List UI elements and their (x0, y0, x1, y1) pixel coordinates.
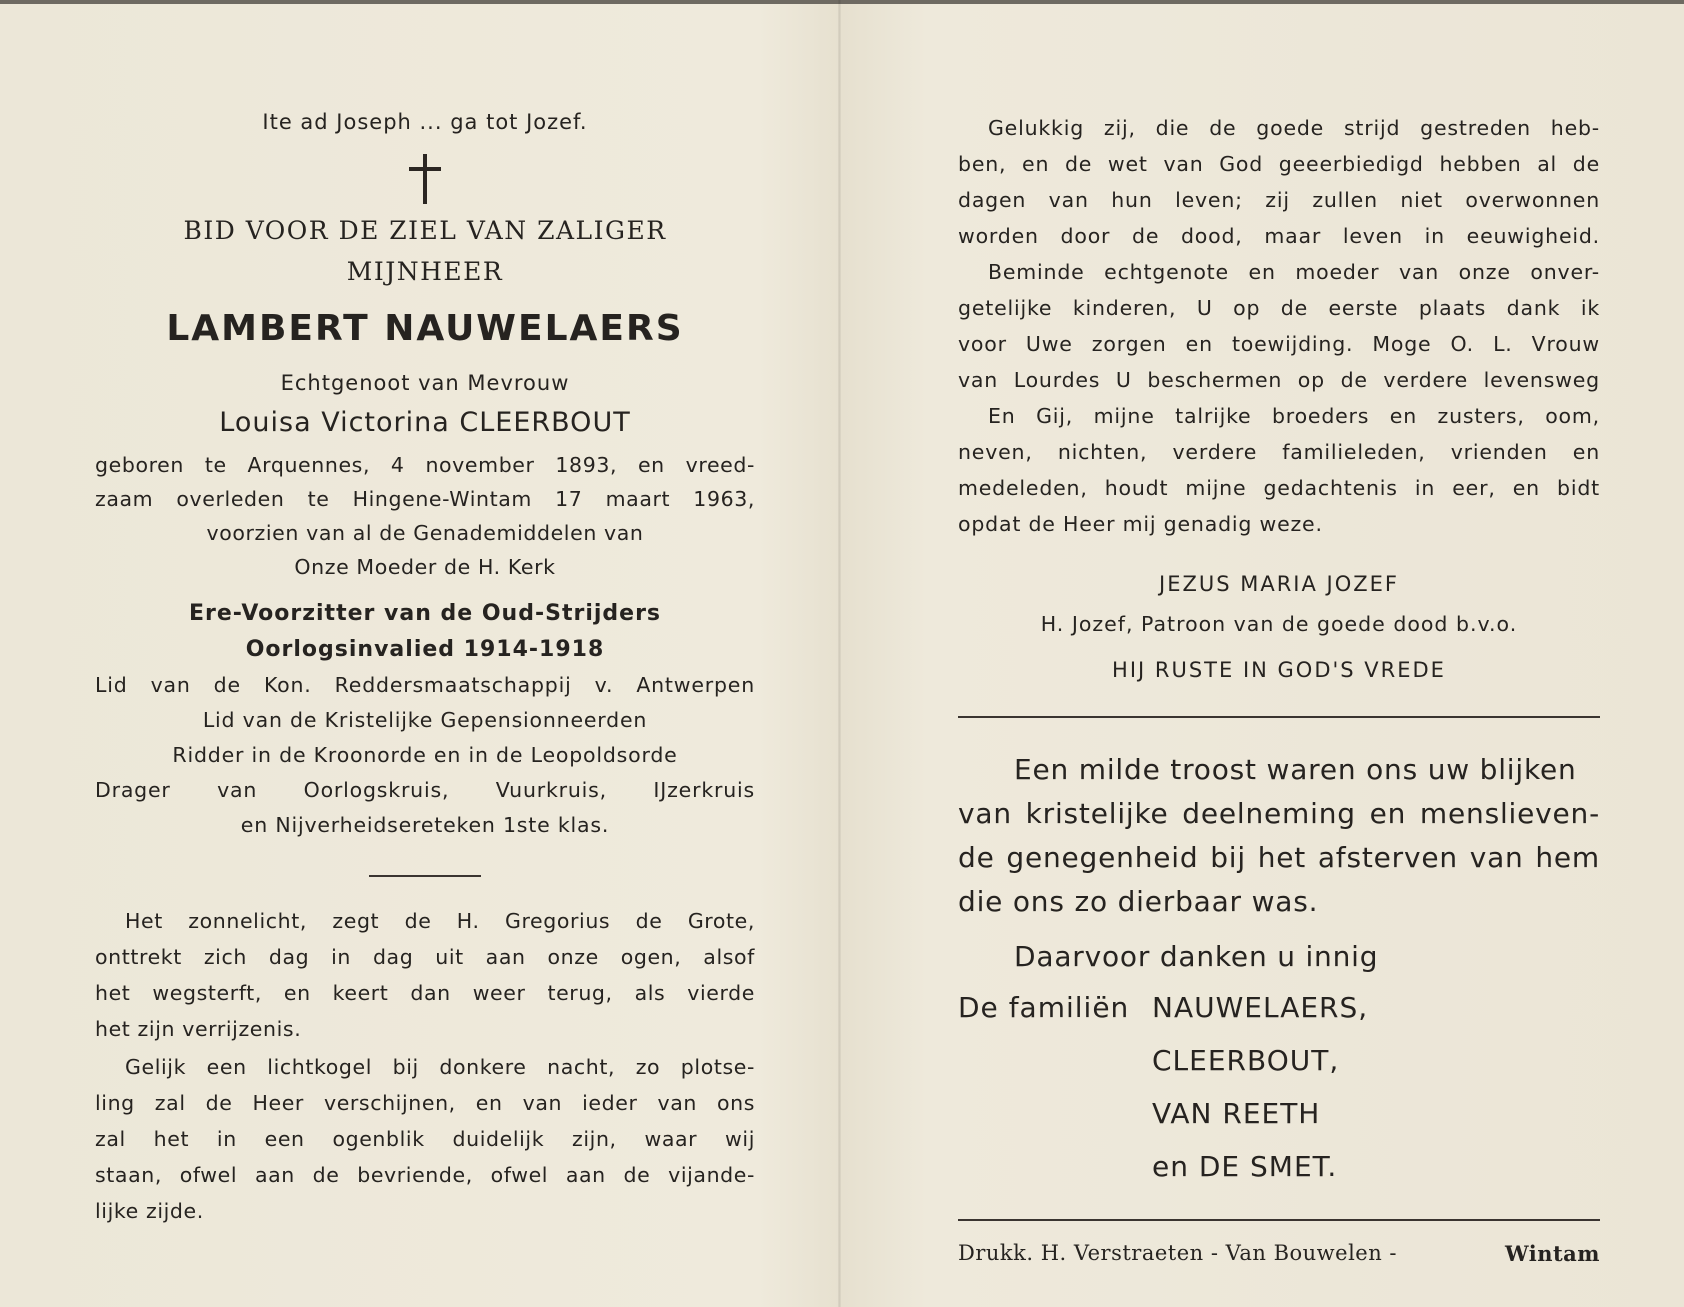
honor-line: Lid van de Kristelijke Gepensionneerden (202, 708, 648, 732)
text-line: Gelijk een lichtkogel bij donkere nacht, zo plotse- (125, 1055, 755, 1079)
center-fold (838, 0, 841, 1307)
honors-bold (95, 596, 755, 668)
text-line: van Lourdes U beschermen op de verdere levensweg (958, 368, 1600, 392)
text-line: voor Uwe zorgen en toewijding. Moge O. L. Vrouw (958, 332, 1600, 356)
text-line: medeleden, houdt mijne gedachtenis in eer, en bidt (958, 476, 1600, 500)
text-line: lijke zijde. (95, 1199, 204, 1223)
text-line: worden door de dood, maar leven in eeuwigheid. (958, 224, 1600, 248)
text-line: Een milde troost waren ons uw blijken (1014, 753, 1577, 786)
patroon-line: H. Jozef, Patroon van de goede dood b.v.o. (1040, 612, 1518, 636)
text-line: Gelukkig zij, die de goede strijd gestreden heb- (988, 116, 1600, 140)
gregorius-paragraph (95, 903, 755, 1047)
text-line: En Gij, mijne talrijke broeders en zusters, oom, (988, 404, 1600, 428)
lichtkogel-paragraph (95, 1049, 755, 1229)
spouse-intro: Echtgenoot van Mevrouw (280, 371, 570, 395)
right-page (958, 100, 1600, 1266)
text-line: dagen van hun leven; zij zullen niet overwonnen (958, 188, 1600, 212)
divider (958, 1219, 1600, 1221)
rest-in-peace: HIJ RUSTE IN GOD'S VREDE (1112, 658, 1446, 682)
text-line: zal het in een ogenblik duidelijk zijn, waar wij (95, 1127, 755, 1151)
title-mijnheer: MIJNHEER (346, 257, 504, 286)
bio-line: geboren te Arquennes, 4 november 1893, en vreed- (95, 453, 755, 477)
echtgenote-paragraph (958, 254, 1600, 398)
text-line: getelijke kinderen, U op de eerste plaats dank ik (958, 296, 1600, 320)
text-line: neven, nichten, verdere familieleden, vrienden en (958, 440, 1600, 464)
honor-bold-line: Ere-Voorzitter van de Oud-Strijders (188, 601, 662, 626)
divider (958, 716, 1600, 718)
honors-list (95, 668, 755, 843)
text-line: Beminde echtgenote en moeder van onze onver- (988, 260, 1600, 284)
text-line: onttrekt zich dag in dag uit aan onze ogen, alsof (95, 945, 755, 969)
honor-line: en Nijverheidsereteken 1ste klas. (240, 813, 610, 837)
printer-name: Drukk. H. Verstraeten - Van Bouwelen - (958, 1241, 1398, 1265)
thanks-paragraph (958, 748, 1600, 924)
text-line: de genegenheid bij het afsterven van hem (958, 841, 1600, 874)
deceased-name: LAMBERT NAUWELAERS (166, 308, 684, 349)
family-name: NAUWELAERS, (1152, 991, 1369, 1024)
gelukkig-paragraph (958, 110, 1600, 254)
top-edge (0, 0, 1684, 4)
left-page (95, 100, 755, 1229)
spouse-name: Louisa Victorina CLEERBOUT (219, 407, 631, 438)
printer-town: Wintam (1505, 1241, 1600, 1266)
honor-line: Lid van de Kon. Reddersmaatschappij v. Antwerpen (95, 673, 755, 697)
honor-bold-line: Oorlogsinvalied 1914-1918 (245, 637, 605, 662)
bio-line: zaam overleden te Hingene-Wintam 17 maart 1963, (95, 487, 755, 511)
families (958, 981, 1600, 1193)
divider (369, 875, 481, 877)
family-name: CLEERBOUT, (1152, 1044, 1340, 1077)
text-line: van kristelijke deelneming en menslieven- (958, 797, 1600, 830)
families-label: De familiën (958, 991, 1130, 1024)
family-name: en DE SMET. (1152, 1150, 1338, 1183)
text-line: ben, en de wet van God geeerbiedigd hebben al de (958, 152, 1600, 176)
text-line: ling zal de Heer verschijnen, en van ieder van ons (95, 1091, 755, 1115)
motto: Ite ad Joseph ... ga tot Jozef. (262, 110, 588, 134)
prayer-heading: BID VOOR DE ZIEL VAN ZALIGER (183, 216, 667, 245)
family-name: VAN REETH (1152, 1097, 1321, 1130)
biography (95, 448, 755, 584)
thanks-line: Daarvoor danken u innig (1014, 940, 1379, 973)
honor-line: Ridder in de Kroonorde en in de Leopoldsorde (172, 743, 678, 767)
printer-credit (958, 1241, 1600, 1266)
text-line: het zijn verrijzenis. (95, 1017, 302, 1041)
text-line: staan, ofwel aan de bevriende, ofwel aan de vijande- (95, 1163, 755, 1187)
bio-line: Onze Moeder de H. Kerk (294, 555, 556, 579)
text-line: Het zonnelicht, zegt de H. Gregorius de Grote, (125, 909, 755, 933)
text-line: opdat de Heer mij genadig weze. (958, 512, 1323, 536)
cross-icon (409, 154, 441, 204)
text-line: die ons zo dierbaar was. (958, 885, 1319, 918)
honor-line: Drager van Oorlogskruis, Vuurkruis, IJzerkruis (95, 778, 755, 802)
family-paragraph (958, 398, 1600, 542)
jezus-maria-jozef: JEZUS MARIA JOZEF (1159, 572, 1399, 596)
bio-line: voorzien van al de Genademiddelen van (206, 521, 644, 545)
text-line: het wegsterft, en keert dan weer terug, als vierde (95, 981, 755, 1005)
